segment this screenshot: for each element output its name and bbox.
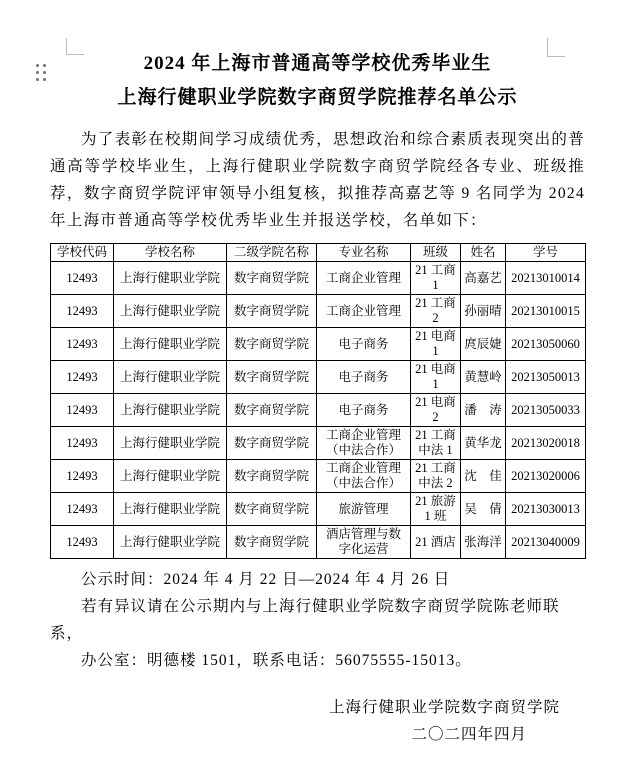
table-cell: 工商企业管理（中法合作） (317, 427, 411, 460)
table-cell: 12493 (51, 526, 114, 559)
table-cell: 工商企业管理 (317, 295, 411, 328)
table-cell: 上海行健职业学院 (114, 493, 227, 526)
table-cell: 数字商贸学院 (227, 394, 317, 427)
table-cell: 上海行健职业学院 (114, 526, 227, 559)
table-cell: 21 工商中法 1 (411, 427, 461, 460)
table-cell: 20213050060 (506, 328, 586, 361)
table-cell: 20213010015 (506, 295, 586, 328)
table-cell: 数字商贸学院 (227, 361, 317, 394)
table-cell: 12493 (51, 295, 114, 328)
table-cell: 上海行健职业学院 (114, 361, 227, 394)
table-cell: 21 工商中法 2 (411, 460, 461, 493)
table-cell: 旅游管理 (317, 493, 411, 526)
table-cell: 吴 倩 (461, 493, 506, 526)
table-cell: 12493 (51, 460, 114, 493)
table-cell: 数字商贸学院 (227, 427, 317, 460)
table-row (51, 295, 586, 328)
column-header-college-name: 二级学院名称 (227, 244, 317, 262)
signature-org: 上海行健职业学院数字商贸学院 (328, 699, 560, 716)
table-row (51, 262, 586, 295)
signature-block (50, 694, 585, 748)
table-cell: 21 工商 2 (411, 295, 461, 328)
table-cell: 酒店管理与数字化运营 (317, 526, 411, 559)
table-row (51, 526, 586, 559)
column-header-school-name: 学校名称 (114, 244, 227, 262)
table-cell: 庹辰婕 (461, 328, 506, 361)
table-row (51, 394, 586, 427)
table-row (51, 460, 586, 493)
table-cell: 数字商贸学院 (227, 460, 317, 493)
table-cell: 21 工商 1 (411, 262, 461, 295)
table-cell: 21 电商 1 (411, 361, 461, 394)
table-row (51, 493, 586, 526)
contact-line-1: 若有异议请在公示期内与上海行健职业学院数字商贸学院陈老师联系， (50, 598, 560, 642)
table-cell: 电子商务 (317, 361, 411, 394)
table-cell: 上海行健职业学院 (114, 295, 227, 328)
table-cell: 20213020018 (506, 427, 586, 460)
recommendation-table (50, 243, 586, 559)
table-cell: 潘 涛 (461, 394, 506, 427)
table-cell: 12493 (51, 361, 114, 394)
table-cell: 20213050033 (506, 394, 586, 427)
document-title-line2: 上海行健职业学院数字商贸学院推荐名单公示 (117, 87, 518, 108)
table-cell: 12493 (51, 262, 114, 295)
page-margin-corner-mark-left (66, 38, 84, 55)
table-cell: 20213010014 (506, 262, 586, 295)
column-header-major-name: 专业名称 (317, 244, 411, 262)
table-cell: 数字商贸学院 (227, 262, 317, 295)
document-title-line1: 2024 年上海市普通高等学校优秀毕业生 (143, 53, 492, 74)
table-cell: 21 旅游 1 班 (411, 493, 461, 526)
table-cell: 12493 (51, 493, 114, 526)
column-header-school-code: 学校代码 (51, 244, 114, 262)
table-cell: 工商企业管理（中法合作） (317, 460, 411, 493)
table-cell: 数字商贸学院 (227, 526, 317, 559)
intro-paragraph: 为了表彰在校期间学习成绩优秀，思想政治和综合素质表现突出的普通高等学校毕业生，上海行健职业学院数字商贸学院经各专业、班级推荐，数字商贸学院评审领导小组复核，拟推荐高嘉艺等 9 名同学为 2024 年上海市普通高等学校优秀毕业生并报送学校，名单如下： (50, 131, 586, 229)
publicity-period-line: 公示时间：2024 年 4 月 22 日—2024 年 4 月 26 日 (81, 571, 451, 588)
table-cell: 20213020006 (506, 460, 586, 493)
table-cell: 高嘉艺 (461, 262, 506, 295)
table-cell: 12493 (51, 328, 114, 361)
table-cell: 工商企业管理 (317, 262, 411, 295)
contact-line-2: 办公室：明德楼 1501，联系电话：56075555-15013。 (81, 652, 472, 669)
table-cell: 20213030013 (506, 493, 586, 526)
table-body (51, 262, 586, 559)
table-cell: 电子商务 (317, 328, 411, 361)
table-row (51, 328, 586, 361)
table-cell: 黄慧岭 (461, 361, 506, 394)
table-cell: 21 酒店 (411, 526, 461, 559)
page-margin-corner-mark-right (547, 38, 565, 57)
column-header-student-number: 学号 (506, 244, 586, 262)
drag-handle-icon[interactable] (36, 64, 46, 81)
table-cell: 上海行健职业学院 (114, 328, 227, 361)
column-header-student-name: 姓名 (461, 244, 506, 262)
table-cell: 12493 (51, 394, 114, 427)
table-cell: 20213050013 (506, 361, 586, 394)
table-cell: 电子商务 (317, 394, 411, 427)
table-row (51, 427, 586, 460)
signature-date: 二〇二四年四月 (411, 726, 527, 743)
table-cell: 上海行健职业学院 (114, 262, 227, 295)
column-header-class: 班级 (411, 244, 461, 262)
table-cell: 上海行健职业学院 (114, 460, 227, 493)
table-cell: 21 电商 2 (411, 394, 461, 427)
table-cell: 数字商贸学院 (227, 328, 317, 361)
table-cell: 沈 佳 (461, 460, 506, 493)
table-header-row (51, 244, 586, 262)
table-cell: 20213040009 (506, 526, 586, 559)
table-cell: 21 电商 1 (411, 328, 461, 361)
table-cell: 数字商贸学院 (227, 493, 317, 526)
table-cell: 上海行健职业学院 (114, 394, 227, 427)
table-cell: 张海洋 (461, 526, 506, 559)
table-row (51, 361, 586, 394)
table-cell: 孙丽晴 (461, 295, 506, 328)
table-cell: 数字商贸学院 (227, 295, 317, 328)
table-cell: 黄华龙 (461, 427, 506, 460)
table-cell: 12493 (51, 427, 114, 460)
footer-notes (50, 566, 585, 674)
table-cell: 上海行健职业学院 (114, 427, 227, 460)
